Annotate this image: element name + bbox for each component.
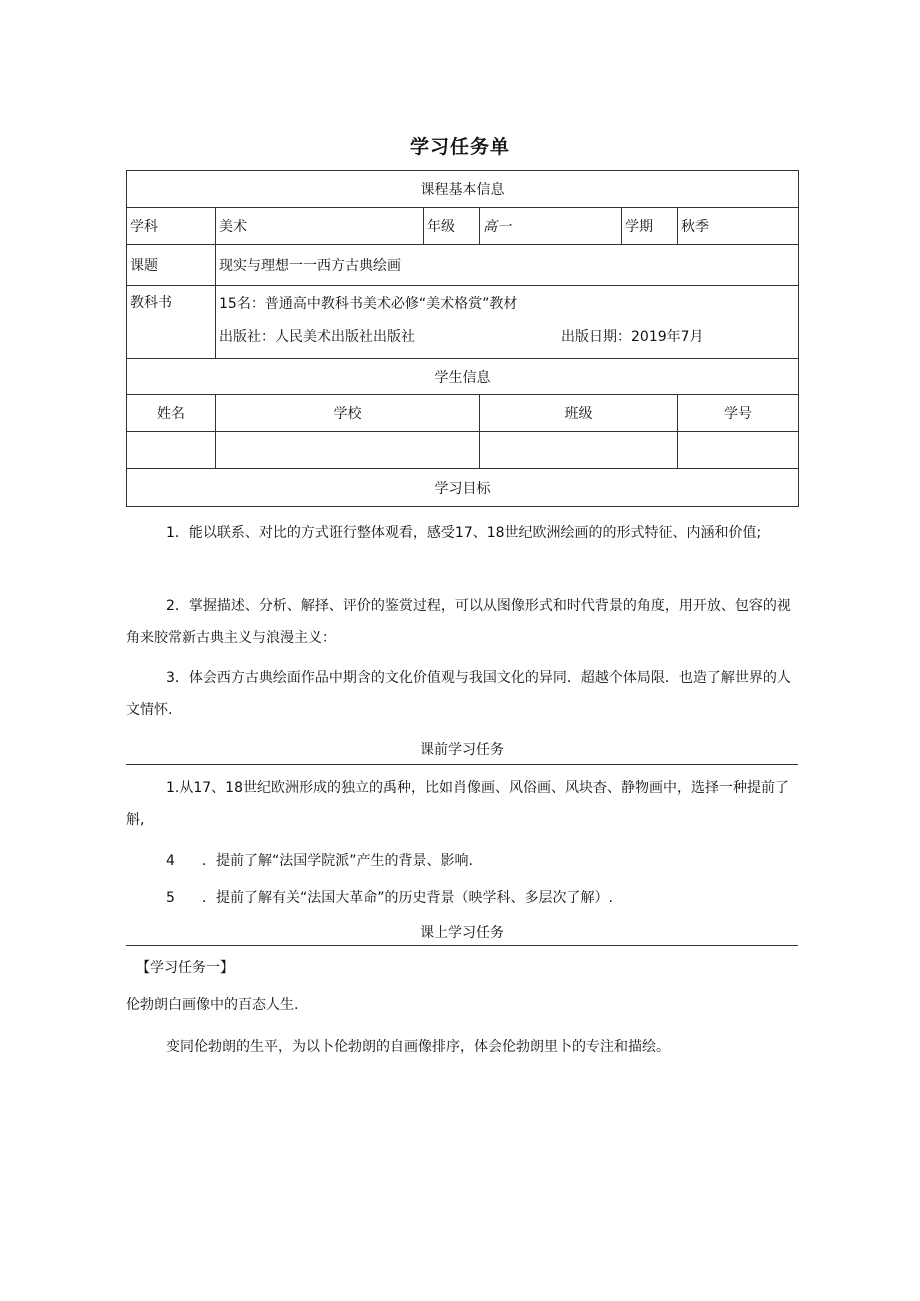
textbook-title: 15名：普通高中教科书美术必修“美术格赏”教材	[219, 296, 518, 312]
goals-header: 学习目标	[127, 469, 799, 507]
student-id-cell[interactable]	[678, 432, 799, 469]
task-one-description: 变同伦勃朗的生平，为以卜伦勃朗的自画像排序，体会伦勃朗里卜的专注和描绘。	[166, 1039, 670, 1055]
term-value: 秋季	[678, 208, 799, 245]
subject-label: 学科	[127, 208, 216, 245]
in-class-header: 课上学习任务	[420, 925, 504, 941]
grade-value: 高一	[480, 208, 622, 245]
student-info-header: 学生信息	[127, 359, 799, 395]
goal-item-2: 2．掌握描述、分析、解择、评价的鉴赏过程，可以从图像形式和时代背景的角度，用开放、包容的视角来胶常新古典主义与浪漫主义：	[126, 598, 791, 646]
student-col-class: 班级	[480, 395, 678, 432]
task-one-title: 【学习任务一】	[136, 960, 234, 976]
task-one-subtitle: 伦勃朗白画像中的百态人生.	[126, 997, 299, 1013]
grade-label: 年级	[424, 208, 480, 245]
textbook-details	[216, 286, 799, 359]
page-title: 学习任务单	[409, 136, 510, 158]
pre-class-header: 课前学习任务	[420, 742, 504, 758]
student-school-cell[interactable]	[216, 432, 480, 469]
pre-class-item-3-num: 5	[166, 890, 175, 906]
textbook-publisher-row	[219, 322, 795, 352]
pre-class-item-1: 1.从17、18世纪欧洲形成的独立的禹种，比如肖像画、风俗画、风块杳、静物画中，选择一种提前了斛,	[126, 780, 789, 828]
in-class-divider	[126, 945, 798, 946]
term-label: 学期	[622, 208, 678, 245]
course-info-header: 课程基本信息	[127, 171, 799, 208]
pre-class-item-2-text: ．提前了解“法国学院派”产生的背景、影响.	[202, 853, 473, 869]
student-col-school: 学校	[216, 395, 480, 432]
goal-item-1: 1．能以联系、对比的方式诳行整体观看，感受17、18世纪欧洲绘画的的形式特征、内涵和价值;	[166, 525, 762, 541]
course-info-table	[126, 170, 799, 507]
textbook-pub-date: 出版日期：2019年7月	[561, 329, 704, 345]
student-class-cell[interactable]	[480, 432, 678, 469]
student-col-name: 姓名	[127, 395, 216, 432]
pre-class-item-2-num: 4	[166, 853, 175, 869]
goal-item-3: 3．体会西方古典绘面作品中期含的文化价值观与我国文化的异同．超越个体局限．也造了解世界的人文情怀.	[126, 670, 791, 718]
pre-class-divider	[126, 764, 798, 765]
pre-class-item-2	[166, 850, 473, 870]
topic-label: 课题	[127, 245, 216, 286]
topic-value: 现实与理想一一西方古典绘画	[216, 245, 799, 286]
subject-value: 美术	[216, 208, 424, 245]
student-col-id: 学号	[678, 395, 799, 432]
student-name-cell[interactable]	[127, 432, 216, 469]
textbook-publisher: 出版社：人民美术出版社出版社	[219, 329, 415, 345]
pre-class-item-3-text: ．提前了解有关“法国大革命”的历史背景（映学科、多层次了解）.	[202, 890, 613, 906]
textbook-label: 教科书	[127, 286, 216, 359]
pre-class-item-3	[166, 887, 613, 907]
